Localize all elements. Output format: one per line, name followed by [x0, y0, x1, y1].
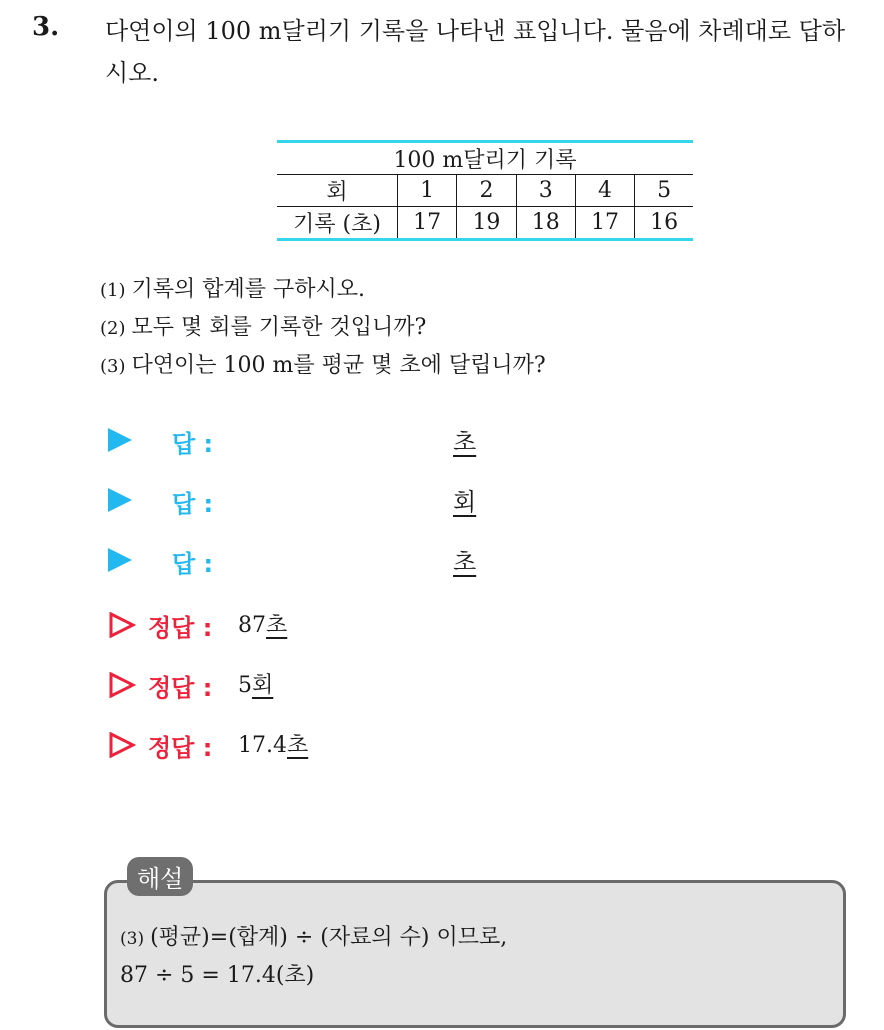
- answer-line-2[interactable]: [108, 480, 477, 520]
- subquestion-text: 모두 몇 회를 기록한 것입니까?: [131, 315, 427, 340]
- outline-triangle-icon: [108, 612, 136, 638]
- question-number: 3.: [32, 12, 60, 42]
- subquestion-text: 기록의 합계를 구하시오.: [131, 277, 366, 302]
- value-cell: 16: [635, 207, 693, 239]
- explanation-line-2: 87 ÷ 5 = 17.4(초): [120, 963, 315, 988]
- header-cell: 5: [635, 175, 693, 207]
- outline-triangle-icon: [108, 672, 136, 698]
- subquestion-number: (3): [100, 356, 126, 377]
- play-triangle-icon: [108, 428, 132, 452]
- header-cell: 4: [575, 175, 634, 207]
- outline-triangle-icon: [108, 732, 136, 758]
- table-value-row: [277, 207, 693, 239]
- answer-line-1[interactable]: [108, 420, 477, 460]
- answer-unit: 회: [453, 488, 477, 516]
- subquestion-2: [100, 310, 426, 341]
- solution-label: 정답 :: [148, 734, 213, 762]
- solution-unit: 초: [286, 733, 309, 758]
- play-triangle-icon: [108, 488, 132, 512]
- explanation-box: [104, 880, 846, 1028]
- solution-value: 5: [238, 673, 252, 698]
- header-cell: 2: [457, 175, 516, 207]
- table-bottom-rule: [277, 238, 693, 241]
- value-cell: 19: [457, 207, 516, 239]
- table-title: 100 m달리기 기록: [277, 143, 693, 175]
- solution-unit: 회: [252, 673, 274, 698]
- table-header-row: [277, 175, 693, 207]
- header-cell: 1: [398, 175, 457, 207]
- subquestion-3: [100, 348, 546, 379]
- answer-label: 답 :: [172, 550, 214, 578]
- record-table: [277, 140, 693, 241]
- subquestion-text: 다연이는 100 m를 평균 몇 초에 달립니까?: [131, 353, 546, 378]
- header-cell: 3: [516, 175, 575, 207]
- value-cell: 18: [516, 207, 575, 239]
- subquestion-number: (1): [100, 280, 126, 301]
- question-text: 다연이의 100 m달리기 기록을 나타낸 표입니다. 물음에 차례대로 답하시오.: [105, 17, 846, 87]
- solution-value: 17.4: [238, 733, 287, 758]
- solution-label: 정답 :: [148, 674, 213, 702]
- explanation-tag: 해설: [127, 857, 193, 896]
- row-label: 기록 (초): [293, 212, 381, 237]
- subquestion-1: [100, 272, 365, 303]
- answer-label: 답 :: [172, 430, 214, 458]
- solution-unit: 초: [266, 613, 288, 638]
- answer-line-3[interactable]: [108, 540, 477, 580]
- play-triangle-icon: [108, 548, 132, 572]
- header-label: 회: [277, 175, 398, 207]
- answer-unit: 초: [453, 548, 477, 576]
- value-cell: 17: [398, 207, 457, 239]
- answer-unit: 초: [453, 428, 477, 456]
- subquestion-number: (2): [100, 318, 126, 339]
- solution-label: 정답 :: [148, 614, 213, 642]
- explanation-text: (평균)=(합계) ÷ (자료의 수) 이므로,: [150, 925, 508, 950]
- value-cell: 17: [575, 207, 634, 239]
- explanation-line-1: [120, 920, 507, 951]
- explanation-number: (3): [120, 929, 145, 949]
- answer-label: 답 :: [172, 490, 214, 518]
- solution-value: 87: [238, 613, 266, 638]
